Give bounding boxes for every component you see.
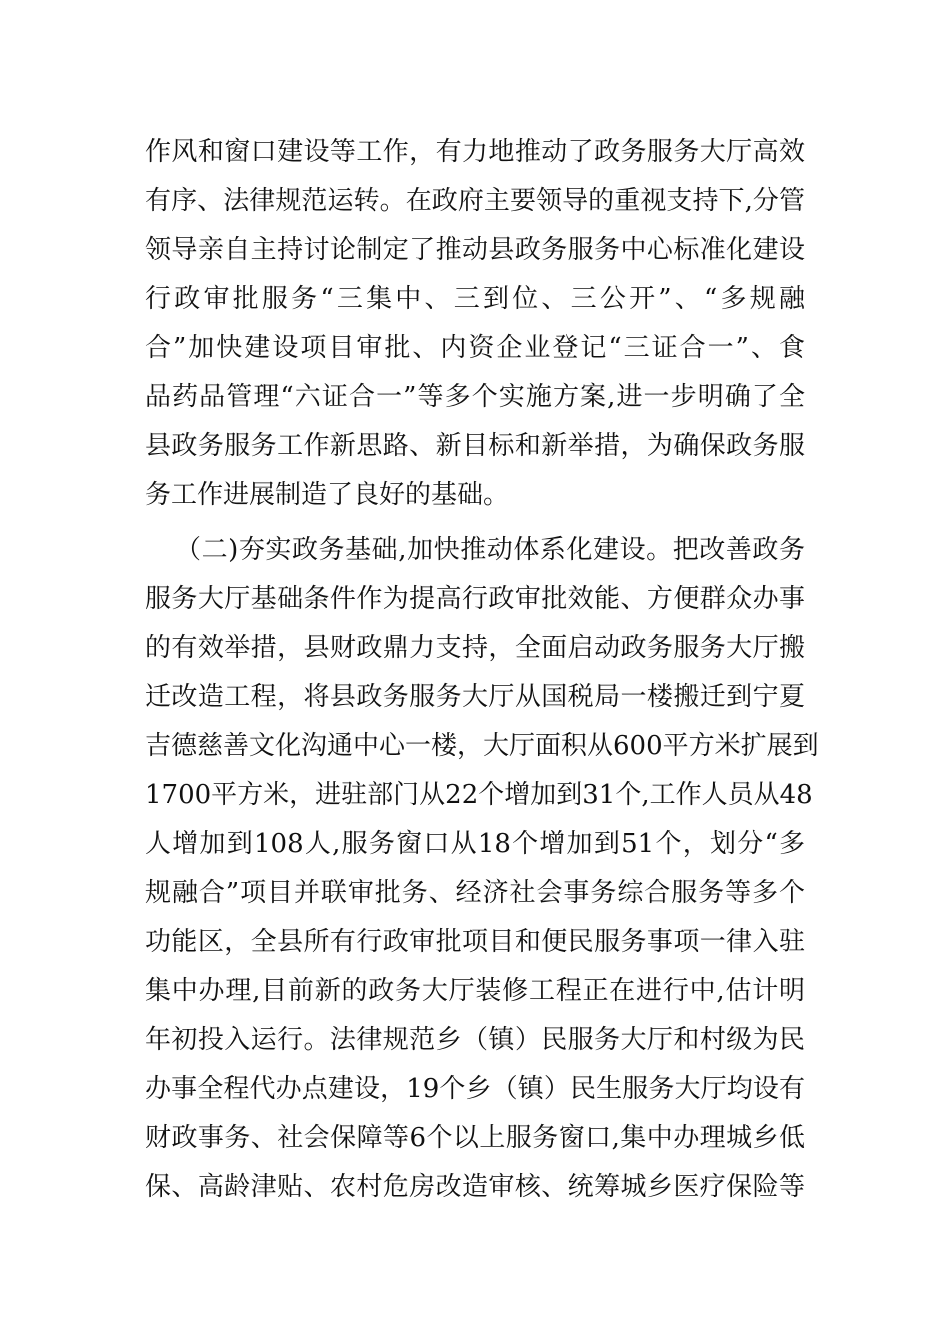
text-line: 领导亲自主持讨论制定了推动县政务服务中心标准化建设 — [145, 235, 805, 265]
text-line: 人增加到108人,服务窗口从18个增加到51个，划分“多 — [145, 829, 805, 859]
paragraph-end-line: 务工作进展制造了良好的基础。 — [145, 480, 510, 510]
text-line: 年初投入运行。法律规范乡（镇）民服务大厅和村级为民 — [145, 1025, 805, 1055]
text-line: 集中办理,目前新的政务大厅装修工程正在进行中,估计明 — [145, 976, 805, 1006]
text-line: 县政务服务工作新思路、新目标和新举措，为确保政务服 — [145, 431, 805, 461]
text-line: 行政审批服务“三集中、三到位、三公开”、“多规融 — [145, 284, 805, 314]
text-line: 合”加快建设项目审批、内资企业登记“三证合一”、食 — [145, 333, 805, 363]
text-line: 功能区，全县所有行政审批项目和便民服务事项一律入驻 — [145, 927, 805, 957]
text-line: 服务大厅基础条件作为提高行政审批效能、方便群众办事 — [145, 584, 805, 614]
text-line: 有序、法律规范运转。在政府主要领导的重视支持下,分管 — [145, 186, 805, 216]
text-line: 品药品管理“六证合一”等多个实施方案,进一步明确了全 — [145, 382, 805, 412]
text-line: 财政事务、社会保障等6个以上服务窗口,集中办理城乡低 — [145, 1123, 805, 1153]
text-line: 吉德慈善文化沟通中心一楼，大厅面积从600平方米扩展到 — [145, 731, 819, 761]
text-line: 1700平方米，进驻部门从22个增加到31个,工作人员从48 — [145, 780, 813, 810]
text-line: 办事全程代办点建设，19个乡（镇）民生服务大厅均设有 — [145, 1074, 805, 1104]
text-line: 保、高龄津贴、农村危房改造审核、统筹城乡医疗保险等 — [145, 1172, 805, 1202]
section-heading-line: （二)夯实政务基础,加快推动体系化建设。把改善政务 — [175, 535, 805, 565]
text-line: 作风和窗口建设等工作，有力地推动了政务服务大厅高效 — [145, 137, 805, 167]
text-line: 的有效举措，县财政鼎力支持，全面启动政务服务大厅搬 — [145, 633, 805, 663]
text-line: 迁改造工程，将县政务服务大厅从国税局一楼搬迁到宁夏 — [145, 682, 805, 712]
text-line: 规融合”项目并联审批务、经济社会事务综合服务等多个 — [145, 878, 805, 908]
